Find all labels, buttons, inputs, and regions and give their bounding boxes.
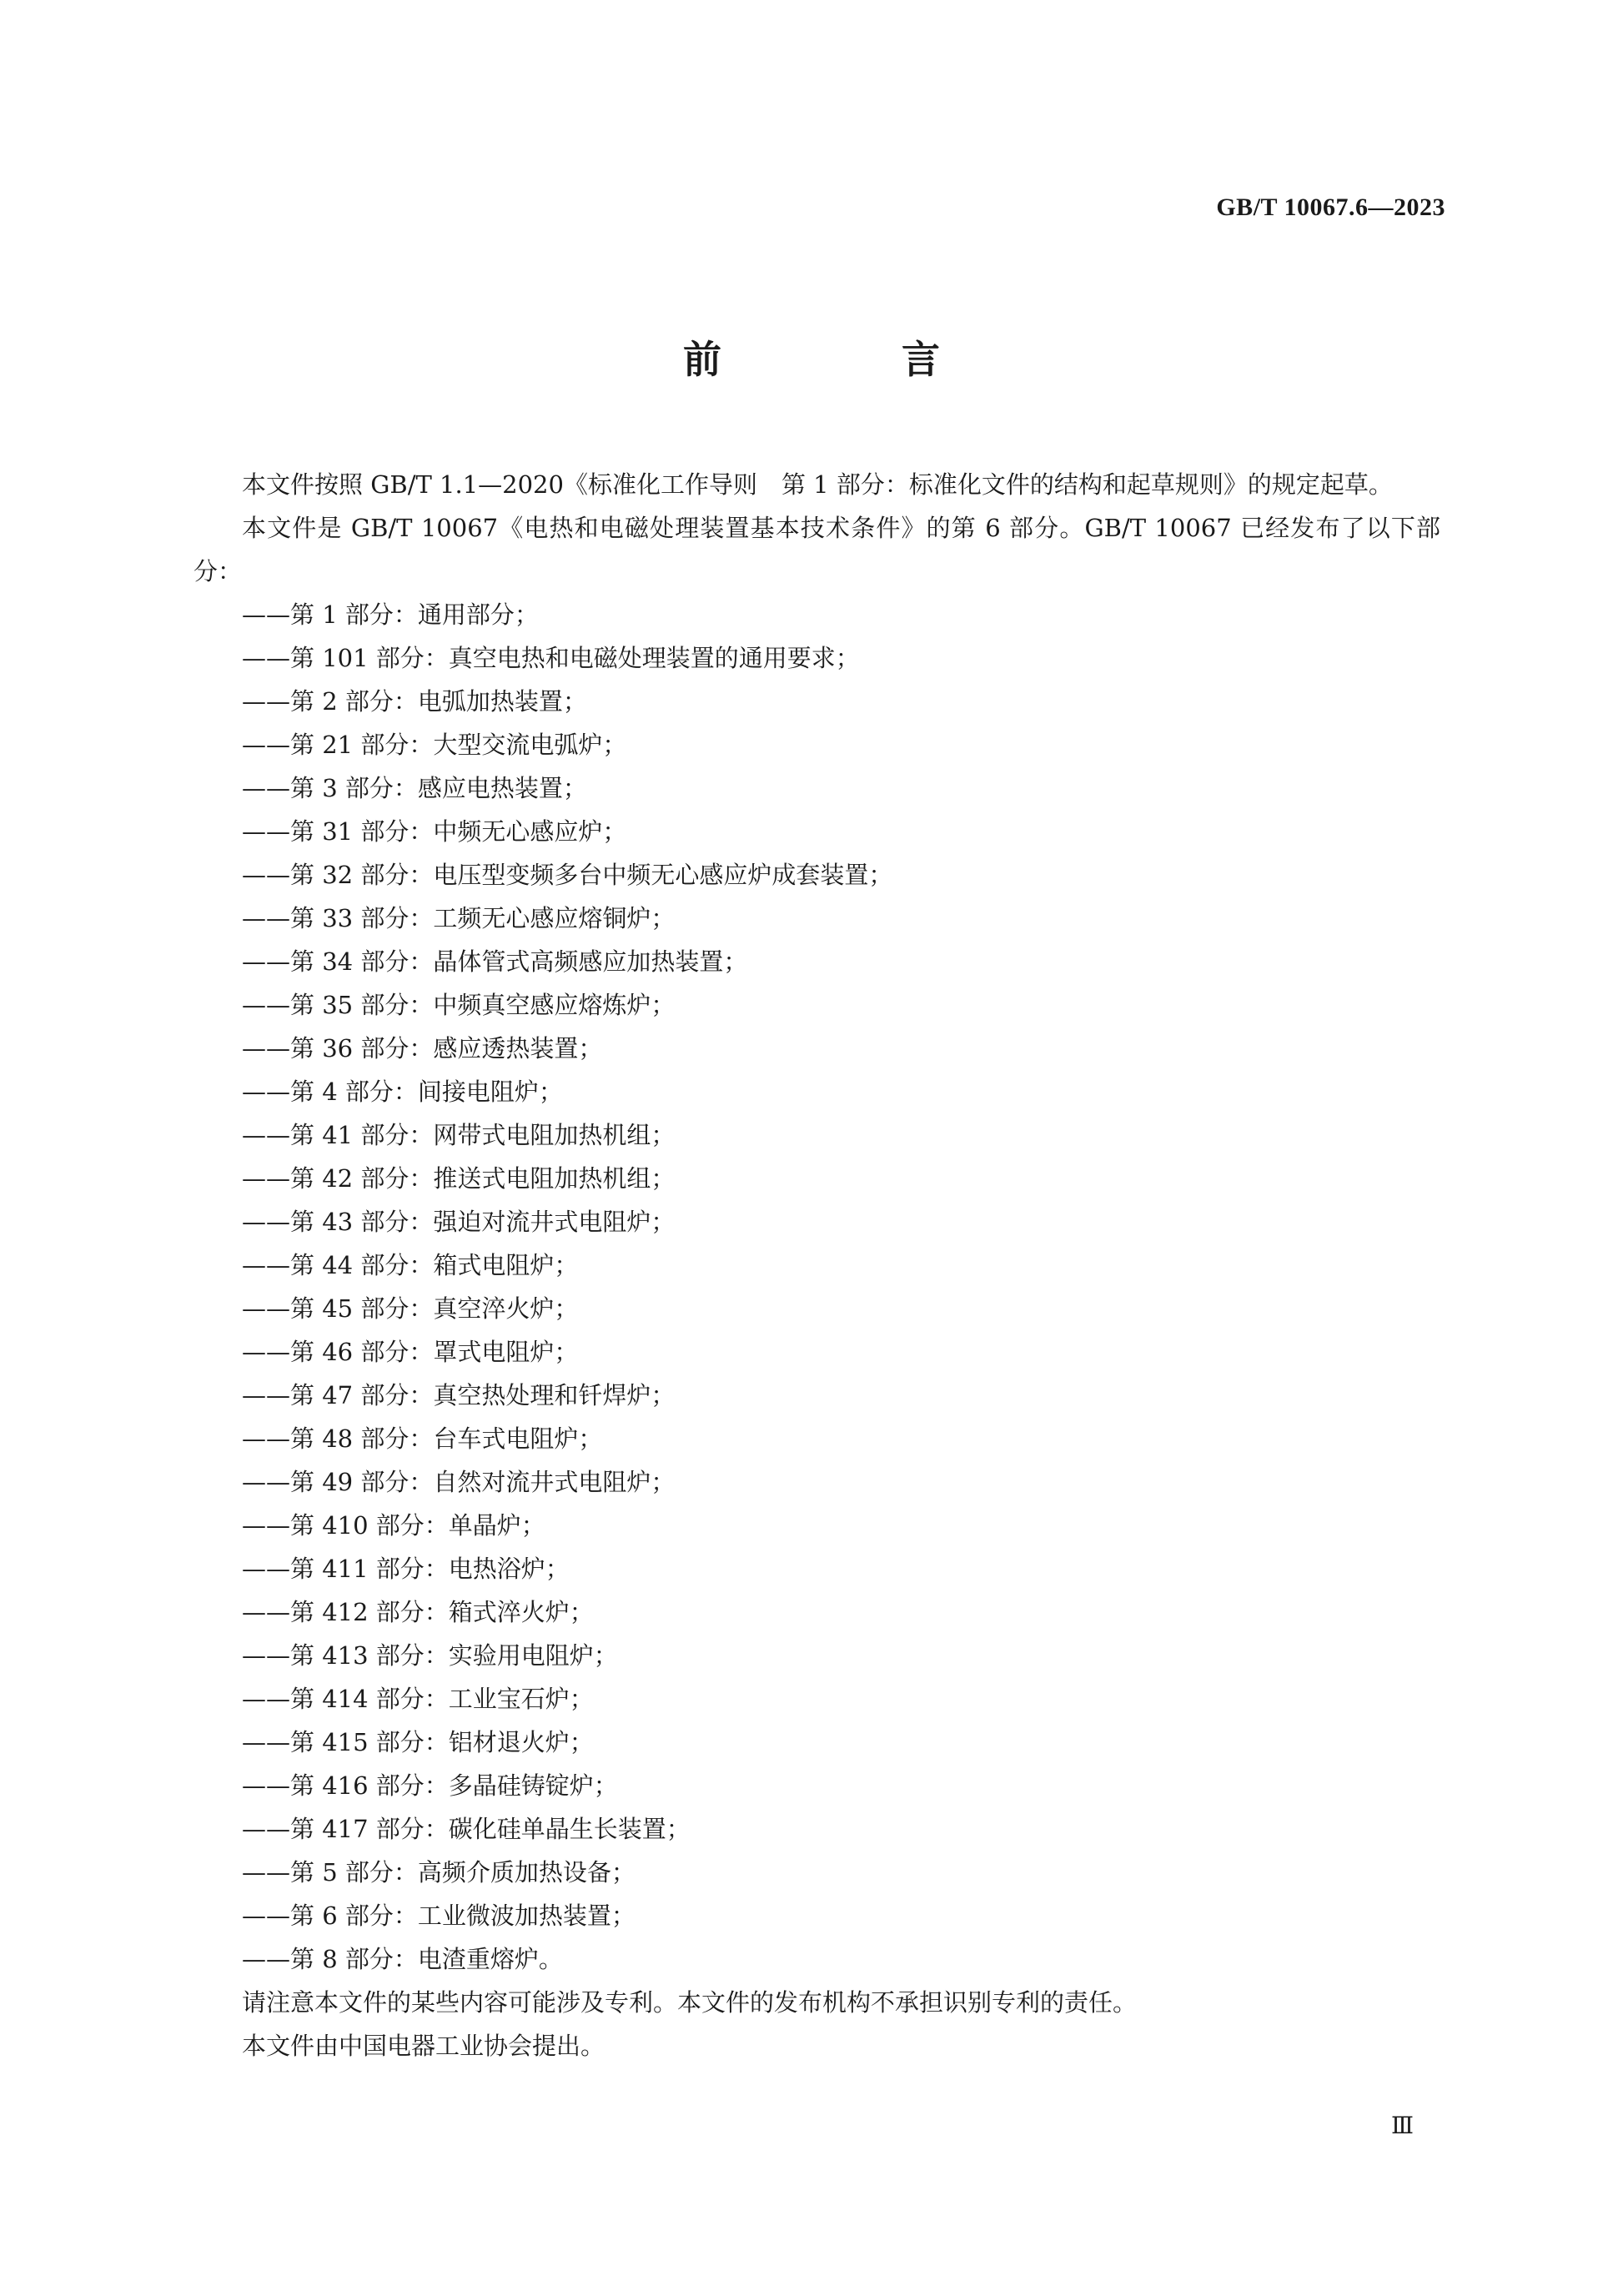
published-parts-list <box>193 593 1440 1981</box>
list-item: ——第 49 部分：自然对流井式电阻炉； <box>242 1468 676 1496</box>
list-item: ——第 410 部分：单晶炉； <box>242 1511 545 1540</box>
list-item: ——第 411 部分：电热浴炉； <box>242 1555 570 1583</box>
list-item: ——第 416 部分：多晶硅铸锭炉； <box>242 1771 618 1800</box>
page-number: Ⅲ <box>1391 2113 1414 2139</box>
list-item: ——第 31 部分：中频无心感应炉； <box>242 817 627 846</box>
list-item: ——第 45 部分：真空淬火炉； <box>242 1294 579 1323</box>
list-item: ——第 413 部分：实验用电阻炉； <box>242 1641 618 1670</box>
list-item: ——第 34 部分：晶体管式高频感应加热装置； <box>242 947 748 976</box>
list-item: ——第 1 部分：通用部分； <box>242 600 539 629</box>
list-item: ——第 46 部分：罩式电阻炉； <box>242 1338 579 1366</box>
list-item: ——第 3 部分：感应电热装置； <box>242 774 587 802</box>
list-item: ——第 32 部分：电压型变频多台中频无心感应炉成套装置； <box>242 861 893 889</box>
list-item: ——第 42 部分：推送式电阻加热机组； <box>242 1164 676 1193</box>
list-item: ——第 47 部分：真空热处理和钎焊炉； <box>242 1381 676 1409</box>
list-item: ——第 417 部分：碳化硅单晶生长装置； <box>242 1815 691 1843</box>
list-item: ——第 41 部分：网带式电阻加热机组； <box>242 1121 676 1149</box>
proposer-paragraph: 本文件由中国电器工业协会提出。 <box>242 2032 605 2060</box>
page-title: 前 言 <box>682 337 1023 382</box>
list-item: ——第 415 部分：铝材退火炉； <box>242 1728 594 1756</box>
list-item: ——第 6 部分：工业微波加热装置； <box>242 1902 636 1930</box>
list-item: ——第 35 部分：中频真空感应熔炼炉； <box>242 991 676 1019</box>
list-item: ——第 43 部分：强迫对流井式电阻炉； <box>242 1208 676 1236</box>
list-item: ——第 5 部分：高频介质加热设备； <box>242 1858 636 1887</box>
document-body <box>193 463 1440 2067</box>
list-item: ——第 33 部分：工频无心感应熔铜炉； <box>242 904 676 932</box>
list-item: ——第 4 部分：间接电阻炉； <box>242 1078 563 1106</box>
list-item: ——第 2 部分：电弧加热装置； <box>242 687 587 716</box>
intro-paragraph-series: 本文件是 GB/T 10067《电热和电磁处理装置基本技术条件》的第 6 部分。GB/T 10067 已经发布了以下部分： <box>193 514 1440 585</box>
list-item: ——第 48 部分：台车式电阻炉； <box>242 1424 603 1453</box>
list-item: ——第 412 部分：箱式淬火炉； <box>242 1598 594 1626</box>
list-item: ——第 44 部分：箱式电阻炉； <box>242 1251 579 1279</box>
intro-paragraph-drafting: 本文件按照 GB/T 1.1—2020《标准化工作导则 第 1 部分：标准化文件的结构和起草规则》的规定起草。 <box>242 470 1393 499</box>
list-item: ——第 36 部分：感应透热装置； <box>242 1034 603 1063</box>
standard-code: GB/T 10067.6—2023 <box>1216 193 1445 221</box>
list-item: ——第 8 部分：电渣重熔炉。 <box>242 1945 563 1973</box>
list-item: ——第 414 部分：工业宝石炉； <box>242 1685 594 1713</box>
list-item: ——第 101 部分：真空电热和电磁处理装置的通用要求； <box>242 644 860 672</box>
patent-notice-paragraph: 请注意本文件的某些内容可能涉及专利。本文件的发布机构不承担识别专利的责任。 <box>242 1988 1138 2017</box>
list-item: ——第 21 部分：大型交流电弧炉； <box>242 731 627 759</box>
